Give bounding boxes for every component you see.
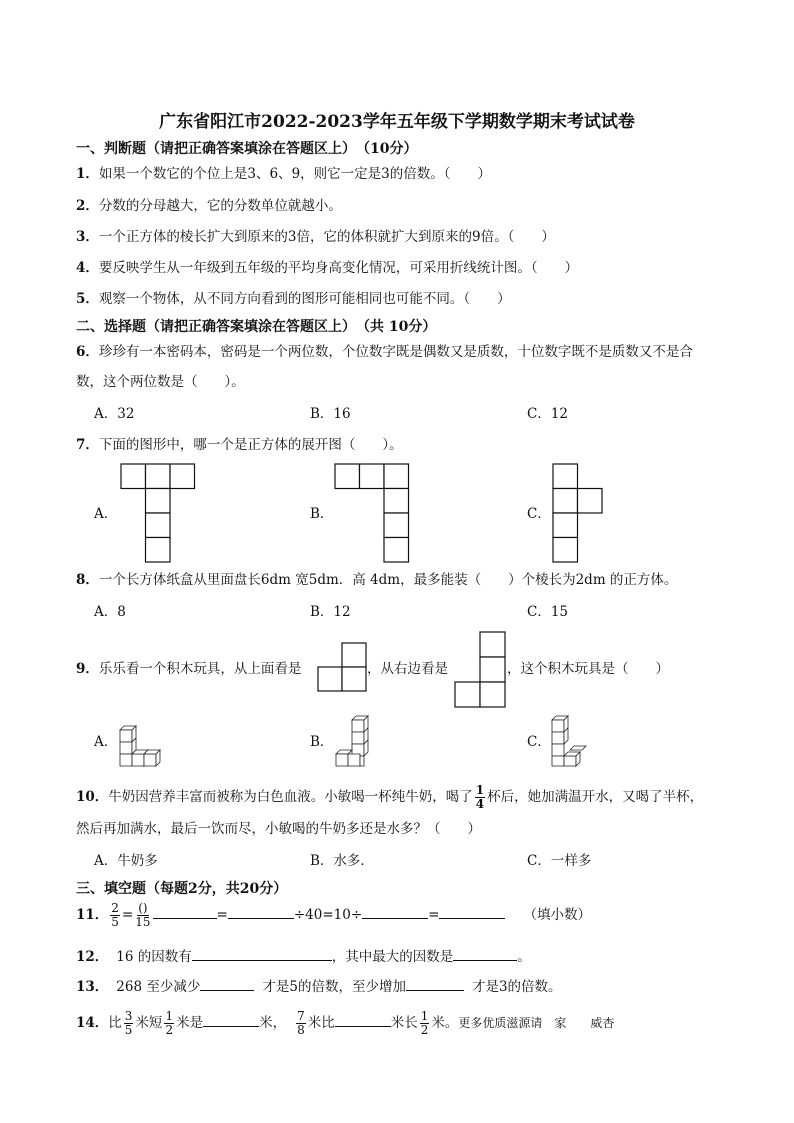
question-text: 要反映学生从一年级到五年级的平均身高变化情况，可采用折线统计图。（ ） — [98, 260, 579, 276]
question-text: 下面的图形中，哪一个是正方体的展开图（ ）。 — [98, 437, 403, 453]
question-text: 牛奶因营养丰富而被称为白色血液。小敏喝一杯纯牛奶，喝了 — [108, 789, 473, 805]
top-view-figure — [318, 643, 366, 691]
question-number: 3． — [76, 229, 99, 245]
question-text: 如果一个数它的个位上是3、6、9，则它一定是3的倍数。（ ） — [98, 166, 492, 182]
option-c[interactable]: C．一样多 — [527, 853, 592, 869]
right-view-figure — [455, 632, 505, 707]
cube-net-figure-b — [335, 464, 409, 563]
question-number: 2． — [76, 198, 99, 214]
option-c[interactable]: C． — [527, 506, 551, 522]
question-5 — [76, 290, 511, 308]
question-13: 13． 268 至少减少 才是5的倍数，至少增加 才是3的倍数。 — [76, 976, 562, 996]
question-number: 14． — [76, 1015, 109, 1031]
question-14: 14．比 $\frac{3}{5}$ 米短 $\frac{1}{2}$ 米是 米， $\frac{7}{8}$ 米比 米长 $\frac{1}{2}$ 米。更多优质滋源请 家 威杏 — [76, 1009, 615, 1037]
option-c[interactable]: C． — [527, 734, 551, 750]
watermark-text: 更多优质滋源请 家 威杏 — [458, 1016, 615, 1030]
answer-blank[interactable] — [362, 904, 428, 919]
question-number: 7． — [76, 437, 99, 453]
cube-net-figure-a — [121, 464, 195, 563]
option-c[interactable]: C．15 — [527, 604, 569, 620]
fraction: $\frac{7}{8}$ — [297, 1009, 305, 1037]
question-9-end: ，这个积木玩具是（ ） — [507, 661, 669, 677]
option-a[interactable]: A． — [94, 506, 118, 522]
block-figure-a — [118, 716, 162, 766]
answer-blank[interactable] — [228, 904, 294, 919]
question-number: 13． — [76, 979, 109, 995]
option-b[interactable]: B．12 — [310, 604, 351, 620]
answer-blank[interactable] — [335, 1012, 391, 1027]
question-text: 分数的分母越大，它的分数单位就越小。 — [98, 198, 342, 214]
fraction: $\frac{()}{15}$ — [135, 901, 151, 929]
answer-blank[interactable] — [200, 976, 254, 991]
section-heading-3: 三、填空题（每题2分，共20分） — [76, 881, 288, 897]
question-9-mid: ，从右边看是 — [367, 661, 448, 677]
option-b[interactable]: B． — [310, 734, 334, 750]
answer-blank[interactable] — [203, 1012, 259, 1027]
block-figure-c — [550, 716, 594, 766]
option-b[interactable]: B． — [310, 506, 334, 522]
question-number: 10． — [76, 789, 109, 805]
question-8 — [76, 571, 677, 589]
answer-blank[interactable] — [406, 976, 464, 991]
question-number: 1． — [76, 166, 99, 182]
option-c[interactable]: C．12 — [527, 406, 569, 422]
question-9 — [76, 660, 301, 678]
question-1 — [76, 165, 491, 183]
question-10-line2: 然后再加满水，最后一饮而尽，小敏喝的牛奶多还是水多？（ ） — [76, 821, 481, 837]
fraction: $\frac{1}{4}$ — [475, 783, 485, 811]
fraction: $\frac{1}{2}$ — [420, 1009, 429, 1037]
question-6 — [76, 343, 693, 361]
option-a[interactable]: A．32 — [94, 406, 135, 422]
question-number: 8． — [76, 572, 99, 588]
question-number: 9． — [76, 661, 99, 677]
question-10 — [76, 784, 703, 811]
fraction: $\frac{2}{5}$ — [111, 901, 119, 929]
option-b[interactable]: B．水多． — [310, 853, 374, 869]
fraction: $\frac{3}{5}$ — [124, 1009, 133, 1037]
question-6-line2: 数，这个两位数是（ ）。 — [76, 374, 245, 390]
question-number: 12． — [76, 949, 109, 965]
option-b[interactable]: B．16 — [310, 406, 351, 422]
section-heading-1: 一、判断题（请把正确答案填涂在答题区上） （10分） — [76, 141, 418, 157]
question-number: 5． — [76, 291, 99, 307]
question-text: 观察一个物体，从不同方向看到的图形可能相同也可能不同。（ ） — [98, 291, 511, 307]
answer-blank[interactable] — [153, 904, 217, 919]
option-a[interactable]: A． — [94, 734, 118, 750]
question-12: 12． 16 的因数有 ，其中最大的因数是 。 — [76, 946, 531, 966]
option-a[interactable]: A．8 — [94, 604, 126, 620]
question-7 — [76, 436, 403, 454]
question-2 — [76, 197, 342, 215]
answer-blank[interactable] — [192, 946, 332, 961]
question-text: 杯后，她加满温开水，又喝了半杯， — [487, 789, 704, 805]
question-number: 11． — [76, 907, 109, 923]
section-heading-2: 二、选择题（请把正确答案填涂在答题区上） （共 10分） — [76, 319, 437, 335]
question-number: 6． — [76, 344, 99, 360]
block-figure-b — [334, 716, 378, 766]
question-text: 珍珍有一本密码本，密码是一个两位数，个位数字既是偶数又是质数，十位数字既不是质数又不是合 — [98, 344, 693, 360]
fraction: $\frac{1}{2}$ — [165, 1009, 174, 1037]
question-4 — [76, 259, 578, 277]
question-3 — [76, 228, 555, 246]
question-number: 4． — [76, 260, 99, 276]
question-text: 乐乐看一个积木玩具，从上面看是 — [98, 661, 302, 677]
answer-blank[interactable] — [439, 904, 505, 919]
cube-net-figure-c — [553, 464, 603, 563]
question-text: 一个正方体的棱长扩大到原来的3倍，它的体积就扩大到原来的9倍。（ ） — [98, 229, 555, 245]
page-title: 广东省阳江市2022-2023学年五年级下学期数学期末考试试卷 — [159, 112, 635, 132]
answer-blank[interactable] — [453, 946, 517, 961]
question-11: 11． $\frac{2}{5}$ = $\frac{()}{15}$ = ÷40=10÷ = （填小数） — [76, 901, 591, 929]
question-text: 一个长方体纸盒从里面盘长6dm 宽5dm．高 4dm，最多能装（ ）个棱长为2dm 的正方体。 — [98, 572, 678, 588]
option-a[interactable]: A．牛奶多 — [94, 853, 158, 869]
